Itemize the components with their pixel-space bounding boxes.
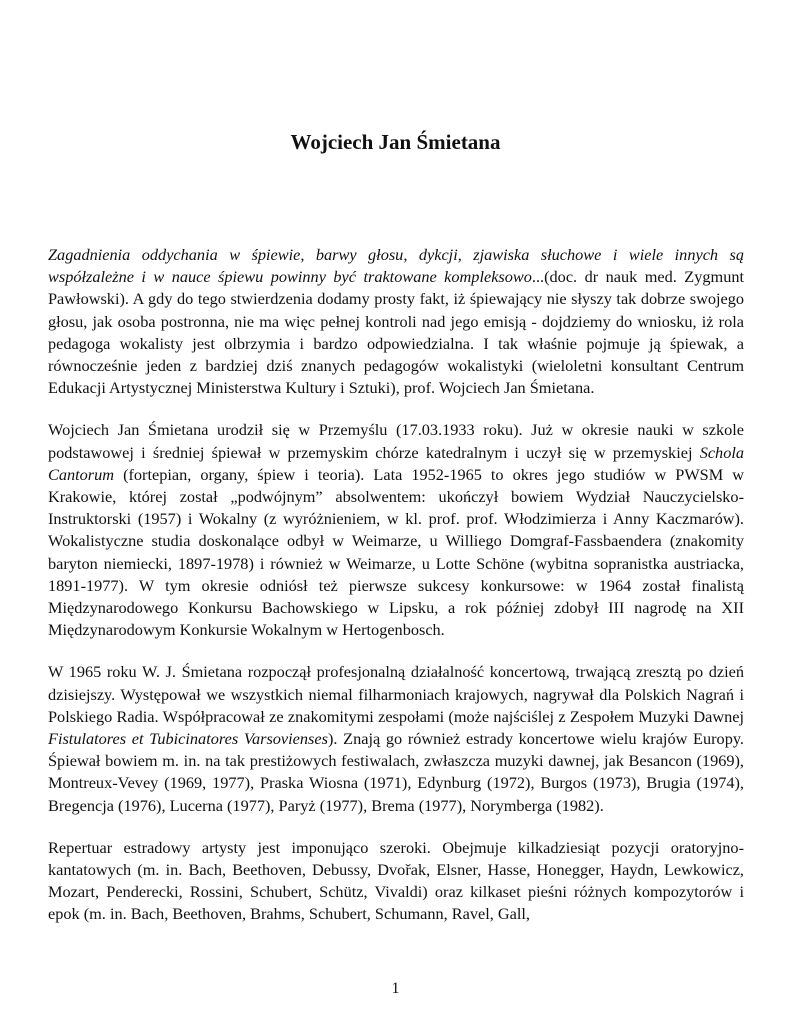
repertoire-text: Repertuar estradowy artysty jest imponująco szeroki. Obejmuje kilkadziesiąt pozycji oratoryjno-kantatowych (m. in. Bach, Beethoven, Debussy, Dvořak, Elsner, Hasse, Honegger, Haydn, Lewkowicz, Mozart, Penderecki, Rossini, Schubert, Schütz, Vivaldi) oraz kilkaset pieśni różnych kompozytorów i epok (m. in. Bach, Beethoven, Brahms, Schubert, Schumann, Ravel, Gall,: [48, 837, 744, 924]
career-text-1: W 1965 roku W. J. Śmietana rozpoczął profesjonalną działalność koncertową, trwającą zresztą po dzień dzisiejszy. Występował we wszystkich niemal filharmoniach krajowych, nagrywał dla Polskich Nagrań i Polskiego Radia. Współpracował ze znakomitymi zespołami (może najściślej z Zespołem Muzyki Dawnej: [48, 662, 744, 726]
biography-text-1: Wojciech Jan Śmietana urodził się w Przemyślu (17.03.1933 roku). Już w okresie nauki w szkole podstawowej i średniej śpiewał w przemyskim chórze katedralnym i uczył się w przemyskiej: [48, 420, 744, 462]
intro-quote: Zagadnienia oddychania w śpiewie, barwy głosu, dykcji, zjawiska słuchowe i wiele innych są współzależne i w nauce śpiewu powinny być traktowane kompleksowo: [48, 245, 744, 287]
page-number: 1: [391, 980, 400, 997]
paragraph-biography: [48, 419, 744, 641]
intro-text: ...(doc. dr nauk med. Zygmunt Pawłowski). A gdy do tego stwierdzenia dodamy prosty fakt, iż śpiewający nie słyszy tak dobrze swojego głosu, jak osoba postronna, nie ma więc pełnej kontroli nad jego emisją - dojdziemy do wniosku, iż rola pedagoga wokalisty jest olbrzymia i bardzo odpowiedzialna. I tak właśnie pojmuje ją śpiewak, a równocześnie jeden z bardziej dziś znanych pedagogów wokalistyki (wieloletni konsultant Centrum Edukacji Artystycznej Ministerstwa Kultury i Sztuki), prof. Wojciech Jan Śmietana.: [48, 267, 744, 398]
career-text-2: ). Znają go również estrady koncertowe wielu krajów Europy. Śpiewał bowiem m. in. na tak prestiżowych festiwalach, zwłaszcza muzyki dawnej, jak Besancon (1969), Montreux-Vevey (1969, 1977), Praska Wiosna (1971), Edynburg (1972), Burgos (1973), Brugia (1974), Bregencja (1976), Lucerna (1977), Paryż (1977), Brema (1977), Norymberga (1982).: [48, 729, 744, 815]
paragraph-intro: [48, 244, 744, 399]
biography-italic: Schola Cantorum: [48, 442, 744, 484]
career-italic: Fistulatores et Tubicinatores Varsovienses: [48, 729, 328, 749]
biography-text-2: (fortepian, organy, śpiew i teoria). Lata 1952-1965 to okres jego studiów w PWSM w Krakowie, której został „podwójnym” absolwentem: ukończył bowiem Wydział Nauczycielsko-Instruktorski (1957) i Wokalny (z wyróżnieniem, w kl. prof. prof. Włodzimierza i Anny Kaczmarów). Wokalistyczne studia doskonalące odbył w Weimarze, u Williego Domgraf-Fassbaendera (znakomity baryton niemiecki, 1897-1978) i również w Weimarze, u Lotte Schöne (wybitna sopranistka austriacka, 1891-1977). W tym okresie odniósł też pierwsze sukcesy konkursowe: w 1964 został finalistą Międzynarodowego Konkursu Bachowskiego w Lipsku, a rok później zdobył III nagrodę na XII Międzynarodowym Konkursie Wokalnym w Hertogenbosch.: [48, 464, 744, 640]
document-title: Wojciech Jan Śmietana: [290, 130, 501, 154]
paragraph-career: [48, 661, 744, 816]
document-body: [48, 244, 744, 946]
paragraph-repertoire: [48, 837, 744, 926]
